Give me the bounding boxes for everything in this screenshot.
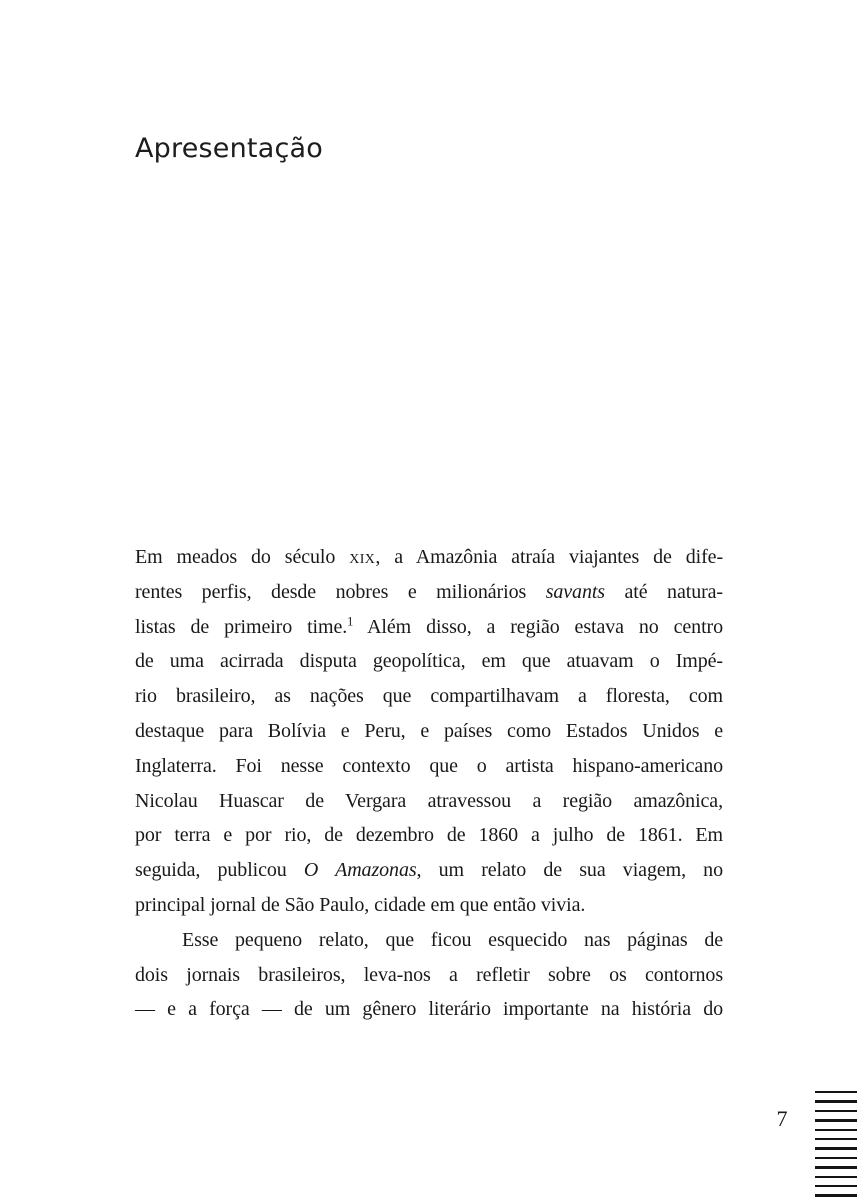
ruling-line	[815, 1110, 857, 1112]
ruling-line	[815, 1157, 857, 1159]
text-line	[135, 784, 723, 819]
ruling-line	[815, 1100, 857, 1102]
text-line	[135, 644, 723, 679]
page-edge-ruling-decoration	[815, 1091, 857, 1200]
text-segment: rentes perfis, desde nobres e milionários	[135, 580, 546, 603]
text-line	[135, 610, 723, 645]
ruling-line	[815, 1176, 857, 1178]
text-segment: xix	[349, 546, 376, 568]
text-line	[135, 749, 723, 784]
text-segment: Em meados do século	[135, 546, 350, 568]
text-segment: Esse pequeno relato, que ficou esquecido nas páginas de	[182, 928, 723, 951]
text-segment: , um relato de sua viagem, no	[416, 859, 723, 882]
text-line	[135, 923, 723, 958]
text-segment: de uma acirrada disputa geopolítica, em que atuavam o Impé-	[135, 650, 723, 673]
ruling-line	[815, 1129, 857, 1131]
text-segment: destaque para Bolívia e Peru, e países como Estados Unidos e	[135, 719, 723, 742]
footnote-reference: 1	[347, 613, 354, 628]
text-segment: savants	[545, 580, 605, 603]
text-line	[135, 853, 723, 888]
text-line	[135, 714, 723, 749]
chapter-heading: Apresentação	[135, 133, 323, 164]
ruling-line	[815, 1147, 857, 1149]
text-segment: Nicolau Huascar de Vergara atravessou a região amazônica,	[135, 789, 723, 812]
ruling-line	[815, 1166, 857, 1168]
text-segment: por terra e por rio, de dezembro de 1860 a julho de 1861. Em	[135, 824, 723, 847]
text-segment: dois jornais brasileiros, leva-nos a refletir sobre os contornos	[135, 963, 723, 986]
page-number: 7	[776, 1106, 788, 1131]
text-segment: listas de primeiro time.	[135, 615, 348, 638]
text-line	[135, 679, 723, 714]
text-segment: — e a força — de um gênero literário importante na história do	[135, 998, 723, 1021]
ruling-line	[815, 1194, 857, 1196]
text-line	[135, 575, 723, 610]
text-segment: Inglaterra. Foi nesse contexto que o artista hispano-americano	[135, 754, 723, 777]
ruling-line	[815, 1138, 857, 1140]
text-segment: principal jornal de São Paulo, cidade em que então vivia.	[135, 893, 586, 916]
text-block	[135, 540, 723, 1027]
text-segment: seguida, publicou	[135, 859, 304, 882]
text-line	[135, 958, 723, 993]
text-line	[135, 992, 723, 1027]
text-line	[135, 540, 723, 575]
text-segment: Além disso, a região estava no centro	[353, 615, 723, 638]
ruling-line	[815, 1119, 857, 1121]
text-line	[135, 818, 723, 853]
text-segment: até natura-	[605, 580, 723, 603]
text-segment: rio brasileiro, as nações que compartilhavam a floresta, com	[135, 685, 723, 708]
ruling-line	[815, 1091, 857, 1093]
text-line	[135, 888, 723, 923]
ruling-line	[815, 1185, 857, 1187]
text-segment: O Amazonas	[303, 859, 417, 882]
text-segment: , a Amazônia atraía viajantes de dife-	[375, 546, 724, 568]
